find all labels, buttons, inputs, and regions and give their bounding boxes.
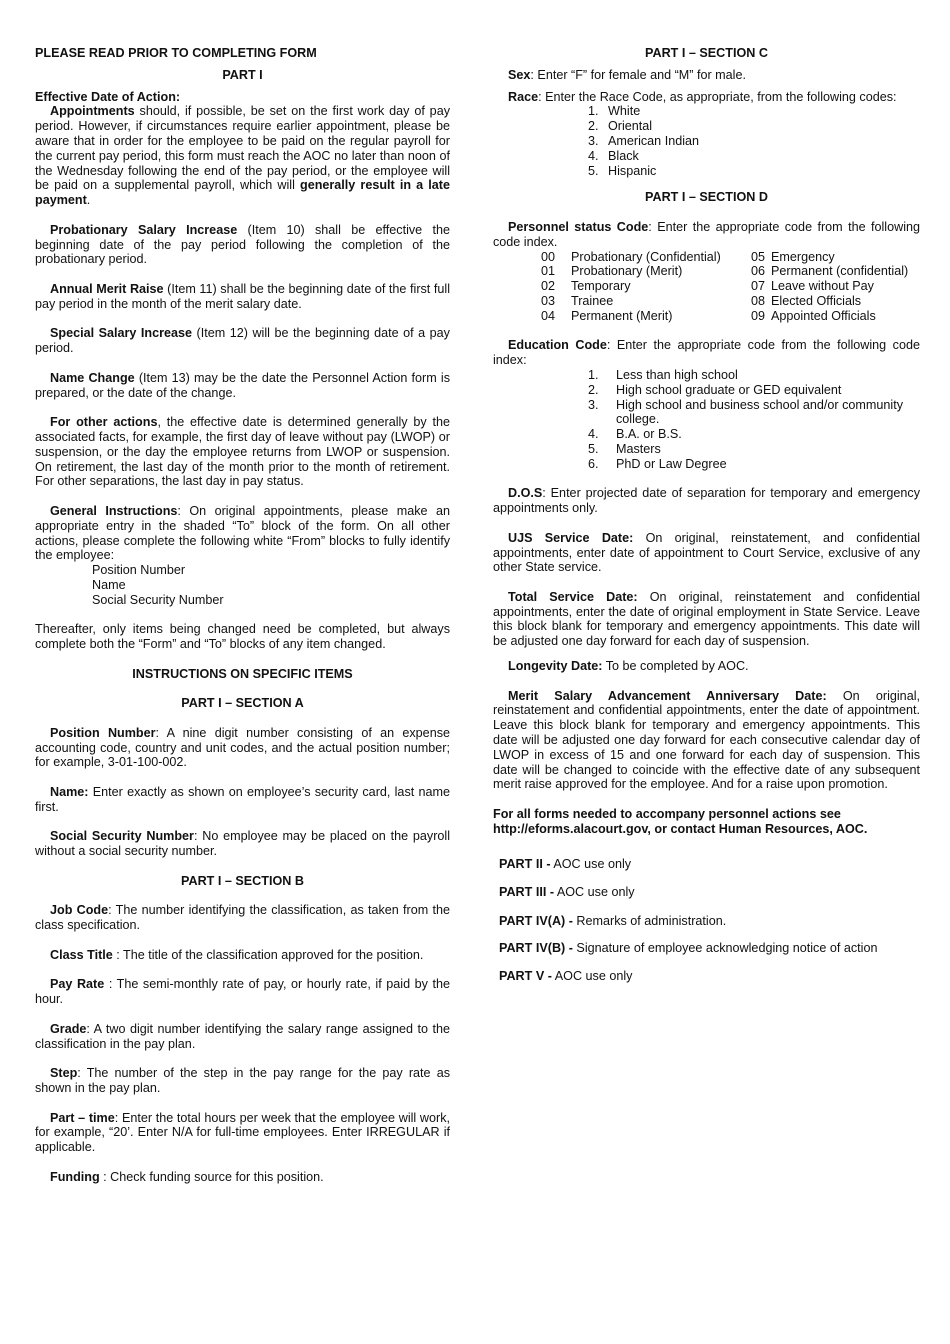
- general-instructions-paragraph: General Instructions: On original appointments, please make an appropriate entry in the shaded “To” block of the form. On all other actions, please complete the following white “From” blocks to fully identify the employee:: [35, 503, 450, 563]
- part-iii-note: PART III - AOC use only: [499, 885, 635, 900]
- list-item: 2. Oriental: [588, 119, 653, 134]
- part-ii-note: PART II - AOC use only: [499, 856, 632, 871]
- other-actions-paragraph: For other actions, the effective date is determined generally by the associated facts, for example, the first day of leave without pay (LWOP) or suspension, or the day the employee returns from LWOP or suspension. On retirement, the last day of the month prior to the month of retirement. For other separations, the last day in pay status.: [35, 415, 450, 489]
- list-item: Social Security Number: [92, 592, 224, 607]
- status-label: Permanent (confidential): [771, 264, 909, 279]
- status-code: 01: [541, 264, 556, 279]
- status-label: Appointed Officials: [771, 308, 876, 323]
- list-item: 1. Less than high school: [588, 367, 738, 382]
- appointments-paragraph: Appointments should, if possible, be set on the first work day of pay period. However, if circumstances require earlier appointment, please be aware that in order for the employee to be paid on the regular payroll for the current pay period, this form must reach the AOC no later than noon of the Wednesday following the end of the pay period, or the employee will be paid on a supplemental payroll, which will generally result in a late payment.: [35, 104, 450, 208]
- total-service-paragraph: Total Service Date: On original, reinstatement and confidential appointments, enter the date of original employment in State Service. Leave this block blank for temporary and emergency appointments. This date will be adjusted one day forward for each day of suspension.: [493, 589, 920, 649]
- race-paragraph: Race: Enter the Race Code, as appropriate, from the following codes:: [508, 89, 897, 104]
- status-code: 04: [541, 308, 556, 323]
- list-item: 1. White: [588, 104, 641, 119]
- list-item: Name: [92, 577, 126, 592]
- status-label: Permanent (Merit): [571, 308, 673, 323]
- personnel-status-paragraph: Personnel status Code: Enter the appropriate code from the following code index.: [493, 219, 920, 249]
- class-title-paragraph: Class Title : The title of the classification approved for the position.: [50, 947, 424, 962]
- status-code: 07: [751, 279, 766, 294]
- section-b-heading: PART I – SECTION B: [181, 873, 304, 888]
- section-c-heading: PART I – SECTION C: [645, 46, 768, 60]
- specific-items-heading: INSTRUCTIONS ON SPECIFIC ITEMS: [132, 666, 353, 681]
- list-item: 5. Hispanic: [588, 163, 657, 178]
- list-item: 5. Masters: [588, 441, 661, 456]
- status-label: Probationary (Confidential): [571, 249, 721, 264]
- part-ivb-note: PART IV(B) - Signature of employee acknowledging notice of action: [499, 941, 878, 956]
- education-code-paragraph: Education Code: Enter the appropriate code from the following code index:: [493, 338, 920, 368]
- status-code: 09: [751, 308, 766, 323]
- name-paragraph: Name: Enter exactly as shown on employee’s security card, last name first.: [35, 785, 450, 814]
- ssn-paragraph: Social Security Number: No employee may be placed on the payroll without a social security number.: [35, 829, 450, 859]
- status-label: Elected Officials: [771, 293, 862, 308]
- section-d-heading: PART I – SECTION D: [645, 190, 768, 205]
- form-heading: PLEASE READ PRIOR TO COMPLETING FORM: [35, 46, 317, 60]
- forms-note: For all forms needed to accompany personnel actions see http://eforms.alacourt.gov, or contact Human Resources, AOC.: [493, 807, 868, 836]
- longevity-paragraph: Longevity Date: To be completed by AOC.: [508, 659, 749, 674]
- status-label: Probationary (Merit): [571, 264, 683, 279]
- education-codes-list: [493, 368, 920, 472]
- part-time-paragraph: Part – time: Enter the total hours per week that the employee will work, for example, “20’. Enter N/A for full-time employees. Enter IRREGULAR if applicable.: [35, 1110, 450, 1155]
- list-item: Position Number: [92, 563, 186, 578]
- effective-date-label: Effective Date of Action:: [35, 89, 181, 104]
- position-number-paragraph: Position Number: A nine digit number consisting of an expense accounting code, country and unit codes, and the actual position number; for example, 3-01-100-002.: [35, 725, 450, 770]
- name-change-paragraph: Name Change (Item 13) may be the date the Personnel Action form is prepared, or the date of the change.: [35, 370, 451, 400]
- list-item: 3. High school and business school and/or community college.: [588, 397, 904, 427]
- status-code: 06: [751, 264, 766, 279]
- annual-merit-paragraph: Annual Merit Raise (Item 11) shall be the beginning date of the first full pay period in the month of the merit salary date.: [35, 281, 450, 311]
- status-code: 05: [751, 249, 766, 264]
- race-codes-list: [493, 104, 920, 178]
- dos-paragraph: D.O.S: Enter projected date of separation for temporary and emergency appointments only.: [493, 486, 920, 516]
- status-code: 03: [541, 293, 556, 308]
- status-code: 02: [541, 279, 556, 294]
- part-iva-note: PART IV(A) - Remarks of administration.: [499, 914, 727, 929]
- list-item: 4. B.A. or B.S.: [588, 427, 682, 442]
- pay-rate-paragraph: Pay Rate : The semi-monthly rate of pay, or hourly rate, if paid by the hour.: [35, 977, 450, 1007]
- thereafter-paragraph: Thereafter, only items being changed need be completed, but always complete both the “Form” and “To” blocks of any item changed.: [35, 622, 450, 652]
- left-column: [35, 46, 450, 1185]
- list-item: 4. Black: [588, 148, 639, 163]
- list-item: 3. American Indian: [588, 133, 700, 148]
- probationary-paragraph: Probationary Salary Increase (Item 10) shall be effective the beginning date of the pay period following the completion of the probationary period.: [35, 222, 450, 267]
- part-i-heading: PART I: [222, 67, 263, 82]
- grade-paragraph: Grade: A two digit number identifying the salary range assigned to the classification in the pay plan.: [35, 1021, 450, 1051]
- status-code: 08: [751, 293, 766, 308]
- part-v-note: PART V - AOC use only: [499, 968, 633, 983]
- status-label: Temporary: [571, 279, 631, 294]
- sex-paragraph: Sex: Enter “F” for female and “M” for male.: [508, 67, 746, 82]
- list-item: 2. High school graduate or GED equivalent: [588, 382, 842, 397]
- general-items-list: [35, 563, 450, 607]
- status-code: 00: [541, 249, 556, 264]
- forms-link[interactable]: http://eforms.alacourt.gov, or contact Human Resources, AOC.: [493, 821, 868, 836]
- list-item: 6. PhD or Law Degree: [588, 456, 727, 471]
- ujs-service-paragraph: UJS Service Date: On original, reinstatement, and confidential appointments, enter date of appointment to Court Service, exclusive of any other State service.: [493, 530, 920, 575]
- status-codes-table: [493, 250, 920, 324]
- right-column: [493, 46, 920, 984]
- status-label: Emergency: [771, 249, 835, 264]
- step-paragraph: Step: The number of the step in the pay range for the pay rate as shown in the pay plan.: [35, 1066, 450, 1095]
- funding-paragraph: Funding : Check funding source for this position.: [50, 1169, 324, 1184]
- section-a-heading: PART I – SECTION A: [181, 696, 304, 711]
- status-label: Trainee: [571, 293, 614, 308]
- special-salary-paragraph: Special Salary Increase (Item 12) will be the beginning date of a pay period.: [35, 326, 450, 356]
- status-label: Leave without Pay: [771, 279, 874, 294]
- merit-anniversary-paragraph: Merit Salary Advancement Anniversary Date: On original, reinstatement and confidential appointments, enter the date of appointment. Leave this block blank for temporary and emergency appointments. This date will be adjusted one day forward for each consecutive calendar day of LWOP in excess of 15 and one forward for each day of suspension. This date will be changed to coincide with the effective date of any subsequent merit raise approved for the employee. And for a raise upon promotion.: [493, 688, 920, 792]
- job-code-paragraph: Job Code: The number identifying the classification, as taken from the class specification.: [35, 903, 451, 933]
